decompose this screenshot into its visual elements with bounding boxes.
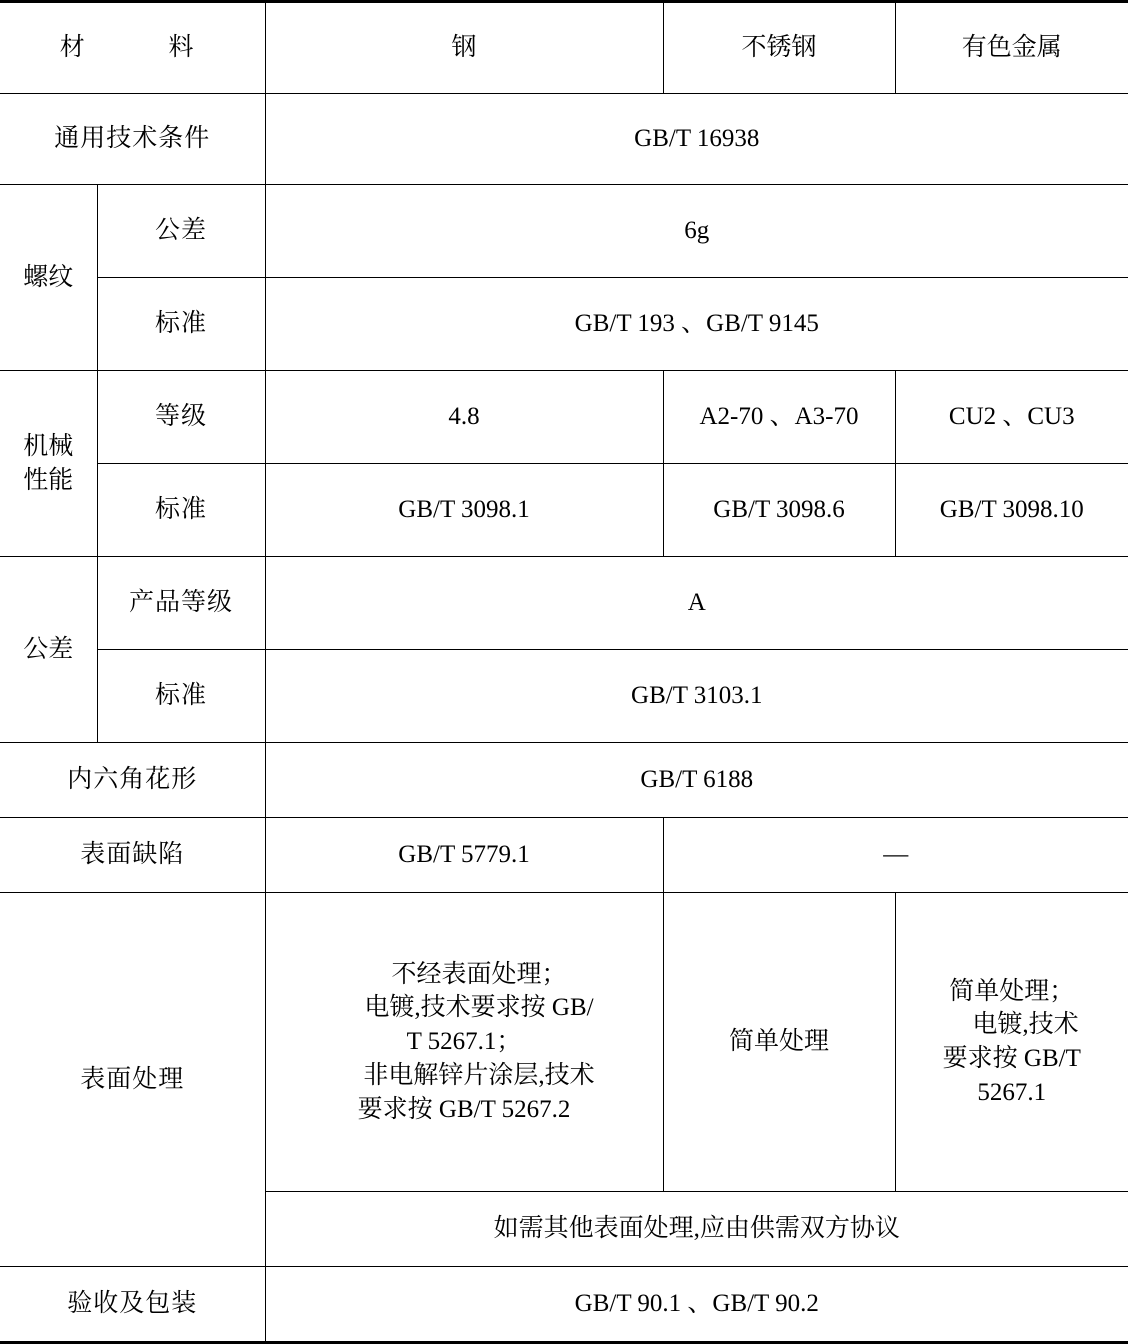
cell-tolerance-product-grade-label: 产品等级 [97, 557, 265, 650]
cell-thread-standard-label: 标准 [97, 278, 265, 371]
table-row-mechanical-grade [0, 371, 1128, 464]
cell-material-stainless: 不锈钢 [663, 2, 895, 94]
cell-surface-treatment-label: 表面处理 [0, 893, 265, 1267]
cell-hexalobular-label: 内六角花形 [0, 743, 265, 818]
surface-treatment-steel-line-5: 要求按 GB/T 5267.2 [357, 1095, 571, 1123]
table-row-general-tech [0, 94, 1128, 185]
cell-material-steel: 钢 [265, 2, 663, 94]
cell-hexalobular-value: GB/T 6188 [265, 743, 1128, 818]
cell-surface-treatment-stainless: 简单处理 [663, 893, 895, 1192]
cell-tolerance-product-grade-value: A [265, 557, 1128, 650]
surface-treatment-steel-line-2: 电镀,技术要求按 GB/ [364, 994, 594, 1022]
table-row-hexalobular [0, 743, 1128, 818]
cell-mechanical-grade-label: 等级 [97, 371, 265, 464]
cell-tolerance-standard-value: GB/T 3103.1 [265, 650, 1128, 743]
cell-surface-treatment-note: 如需其他表面处理,应由供需双方协议 [265, 1192, 1128, 1267]
table-row-acceptance [0, 1267, 1128, 1343]
cell-general-tech-value: GB/T 16938 [265, 94, 1128, 185]
table-row-tolerance-product-grade [0, 557, 1128, 650]
table-row-thread-standard [0, 278, 1128, 371]
cell-mechanical-standard-stainless: GB/T 3098.6 [663, 464, 895, 557]
cell-surface-treatment-steel [265, 893, 663, 1192]
cell-mechanical-grade-steel: 4.8 [265, 371, 663, 464]
cell-general-tech-label: 通用技术条件 [0, 94, 265, 185]
surface-treatment-nonferrous-line-2: 电镀,技术 [972, 1011, 1079, 1039]
cell-surface-defect-steel: GB/T 5779.1 [265, 818, 663, 893]
surface-treatment-nonferrous-line-4: 5267.1 [977, 1078, 1047, 1106]
cell-mechanical-standard-nonferrous: GB/T 3098.10 [895, 464, 1128, 557]
cell-mechanical-grade-stainless: A2-70 、A3-70 [663, 371, 895, 464]
cell-surface-defect-other: — [663, 818, 1128, 893]
cell-thread-tolerance-label: 公差 [97, 185, 265, 278]
table-row-mechanical-standard [0, 464, 1128, 557]
cell-thread-tolerance-value: 6g [265, 185, 1128, 278]
cell-mechanical-label [0, 371, 97, 557]
cell-thread-standard-value: GB/T 193 、GB/T 9145 [265, 278, 1128, 371]
surface-treatment-steel-line-3: T 5267.1； [406, 1028, 522, 1056]
surface-treatment-steel-line-4: 非电解锌片涂层,技术 [363, 1061, 595, 1089]
cell-acceptance-value: GB/T 90.1 、GB/T 90.2 [265, 1267, 1128, 1343]
table-row-thread-tolerance [0, 185, 1128, 278]
table-row-surface-defect [0, 818, 1128, 893]
table-row-surface-treatment [0, 893, 1128, 1192]
cell-mechanical-standard-steel: GB/T 3098.1 [265, 464, 663, 557]
cell-surface-defect-label: 表面缺陷 [0, 818, 265, 893]
surface-treatment-nonferrous-line-3: 要求按 GB/T [942, 1045, 1081, 1072]
surface-treatment-steel-line-1: 不经表面处理； [391, 960, 567, 988]
cell-mechanical-grade-nonferrous: CU2 、CU3 [895, 371, 1128, 464]
cell-thread-label: 螺纹 [0, 185, 97, 371]
cell-mechanical-standard-label: 标准 [97, 464, 265, 557]
cell-tolerance-label: 公差 [0, 557, 97, 743]
surface-treatment-nonferrous-line-1: 简单处理； [949, 977, 1075, 1005]
cell-material-label: 材 料 [0, 2, 265, 94]
table-row-material-header [0, 2, 1128, 94]
cell-mechanical-label-line1: 机械 [23, 432, 74, 460]
table-row-tolerance-standard [0, 650, 1128, 743]
cell-mechanical-label-line2: 性能 [23, 466, 74, 494]
cell-material-nonferrous: 有色金属 [895, 2, 1128, 94]
cell-acceptance-label: 验收及包装 [0, 1267, 265, 1343]
cell-surface-treatment-nonferrous [895, 893, 1128, 1192]
cell-tolerance-standard-label: 标准 [97, 650, 265, 743]
